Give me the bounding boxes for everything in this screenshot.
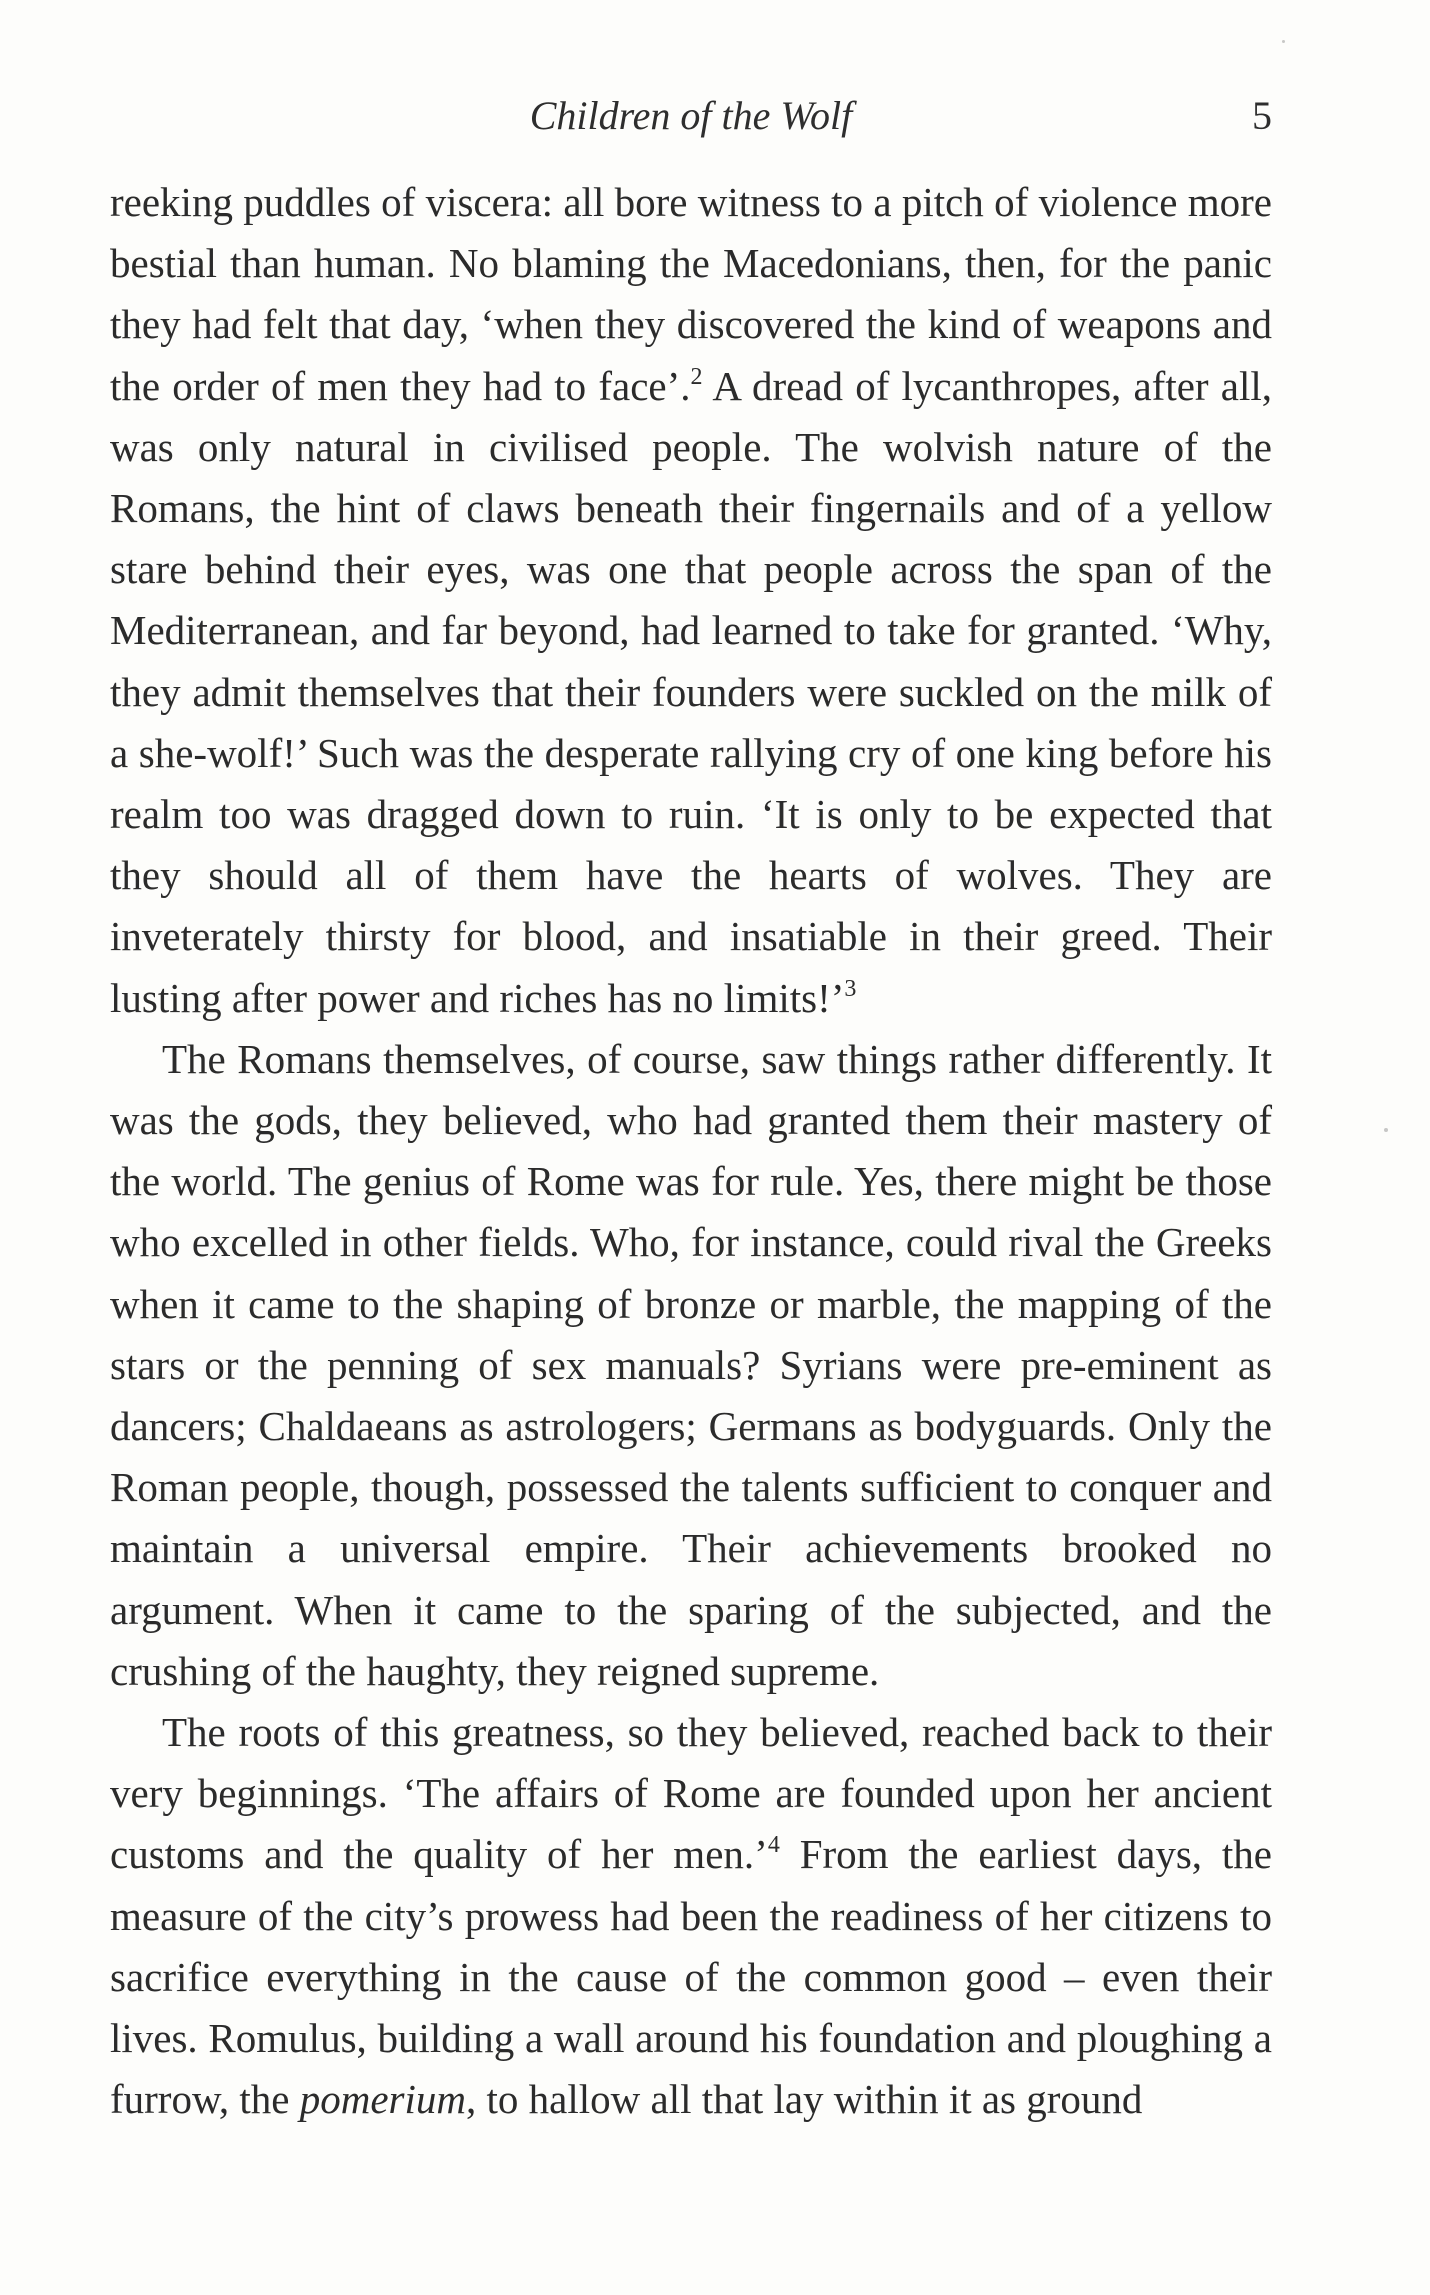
- footnote-ref: 2: [690, 363, 703, 390]
- paragraph: [110, 1029, 1272, 1702]
- paragraph: [110, 172, 1272, 1029]
- text-segment: The roots of this greatness, so they believed, reached back to their very beginnings. ‘The affairs of Rome are founded upon her ancient customs and the quality of her men.’: [110, 1709, 1272, 1878]
- chapter-title: Children of the Wolf: [529, 93, 853, 138]
- page-number: 5: [1252, 93, 1272, 138]
- scan-speck: [1384, 1128, 1388, 1132]
- body-text: [110, 172, 1272, 2131]
- text-segment: , to hallow all that lay within it as ground: [466, 2076, 1143, 2123]
- text-segment: From the earliest days, the measure of the city’s prowess had been the readiness of her citizens to sacrifice everything in the cause of the common good – even their lives. Romulus, building a wall around his foundation and ploughing a furrow, the: [110, 1831, 1272, 2123]
- running-head: [110, 86, 1272, 146]
- text-segment: A dread of lycanthropes, after all, was only natural in civilised people. The wolvish nature of the Romans, the hint of claws beneath their fingernails and of a yellow stare behind their eyes, was one that people across the span of the Mediterranean, and far beyond, had learned to take for granted. ‘Why, they admit themselves that their founders were suckled on the milk of a she-wolf!’ Such was the desperate rallying cry of one king before his realm too was dragged down to ruin. ‘It is only to be expected that they should all of them have the hearts of wolves. They are inveterately thirsty for blood, and insatiable in their greed. Their lusting after power and riches has no limits!’: [110, 362, 1272, 1021]
- italic-term: pomerium: [299, 2076, 467, 2123]
- footnote-ref: 3: [844, 975, 857, 1002]
- footnote-ref: 4: [767, 1832, 780, 1859]
- text-segment: The Romans themselves, of course, saw things rather differently. It was the gods, they believed, who had granted them their mastery of the world. The genius of Rome was for rule. Yes, there might be those who excelled in other fields. Who, for instance, could rival the Greeks when it came to the shaping of bronze or marble, the mapping of the stars or the penning of sex manuals? Syrians were pre-eminent as dancers; Chaldaeans as astrologers; Germans as bodyguards. Only the Roman people, though, possessed the talents sufficient to conquer and maintain a universal empire. Their achievements brooked no argument. When it came to the sparing of the subjected, and the crushing of the haughty, they reigned supreme.: [110, 1035, 1272, 1694]
- text-segment: reeking puddles of viscera: all bore witness to a pitch of violence more bestial than human. No blaming the Macedonians, then, for the panic they had felt that day, ‘when they discovered the kind of weapons and the order of men they had to face’.: [110, 179, 1272, 409]
- scan-speck: [1282, 40, 1285, 43]
- paragraph: [110, 1702, 1272, 2130]
